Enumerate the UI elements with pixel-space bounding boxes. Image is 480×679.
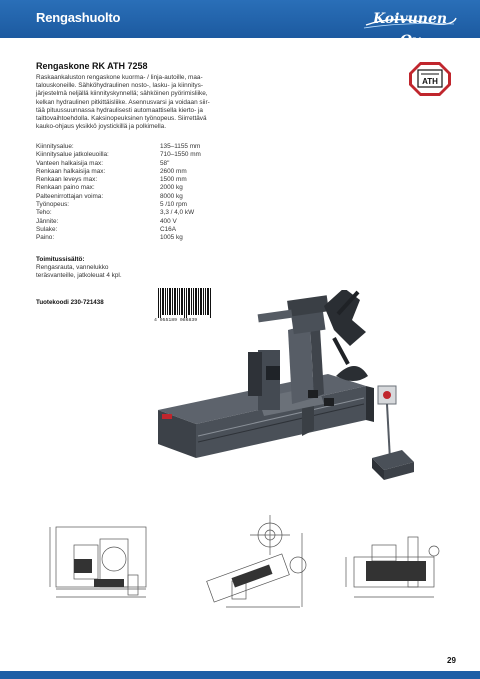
delivery-title: Toimitussisältö:: [36, 256, 85, 263]
spec-value: 710–1550 mm: [160, 151, 201, 159]
spec-row: [36, 209, 240, 217]
spec-value: 1005 kg: [160, 234, 183, 242]
description-line: Raskaankaluston rengaskone kuorma- / linja-autoille, maa-: [36, 74, 203, 81]
tyre-changer-machine-image: [138, 290, 444, 498]
spec-label: Jännite:: [36, 217, 59, 225]
spec-label: Työnopeus:: [36, 201, 70, 209]
spec-label: Paino:: [36, 234, 55, 242]
brand-name: Koivunen Oy: [372, 11, 448, 49]
ath-heinl-logo: [408, 61, 452, 97]
spec-value: C16A: [160, 225, 176, 233]
spec-label: Kiinnitysalue jatkoleuoilla:: [36, 151, 109, 159]
spec-label: Renkaan leveys max:: [36, 176, 98, 184]
description-line: järjestelmä neljällä kiinnityskynnellä; sähköinen pyörimisliike,: [36, 90, 208, 98]
logo-letters: ATH: [422, 77, 438, 86]
description-line: taittovaihtoehdolla. Kaksinopeuksinen työnopeus. Siirrettävä: [36, 115, 207, 123]
product-code: Tuotekoodi 230-721438: [36, 299, 104, 306]
footer-bar: [0, 671, 480, 679]
spec-value: 5 /10 rpm: [160, 201, 187, 209]
spec-value: 2000 kg: [160, 184, 183, 192]
spec-value: 2600 mm: [160, 167, 187, 175]
spec-row: [36, 234, 240, 242]
section-title: Rengashuolto: [36, 10, 121, 25]
logo-caption: ATH-Heinl: [421, 92, 439, 97]
spec-row: [36, 201, 240, 209]
spec-label: Sulake:: [36, 225, 58, 233]
spec-label: Vanteen halkaisija max:: [36, 159, 104, 167]
spec-value: 8000 kg: [160, 192, 183, 200]
spec-value: 135–1155 mm: [160, 143, 201, 150]
spec-label: Renkaan paino max:: [36, 184, 95, 192]
koivunen-logo: [362, 8, 458, 49]
description-line: talouskoneille. Sähköhydraulinen nosto-, lasku- ja kiinnitys-: [36, 82, 203, 90]
spec-row: [36, 176, 240, 184]
spec-value: 1500 mm: [160, 176, 187, 184]
spec-label: Teho:: [36, 209, 52, 217]
page-number: 29: [447, 656, 456, 665]
spec-row: [36, 226, 240, 234]
spec-value: 400 V: [160, 217, 177, 225]
spec-row: [36, 143, 240, 151]
spec-value: 58": [160, 159, 170, 167]
product-description: [36, 74, 250, 131]
spec-row: [36, 218, 240, 226]
page-header: [0, 0, 480, 49]
description-line: kauko-ohjaus yksikkö joystickillä ja polkimella.: [36, 123, 166, 131]
spec-table: [36, 143, 240, 243]
description-line: tää pituussuunnassa hydraulisesti automaattisella kierto- ja: [36, 106, 203, 114]
spec-row: [36, 184, 240, 192]
description-line: kelkan hydraulinen pitkittäisliike. Asennusvarsi ja voidaan siir-: [36, 98, 210, 106]
spec-value: 3,3 / 4,0 kW: [160, 209, 195, 217]
spec-row: [36, 168, 240, 176]
spec-label: Renkaan halkaisija max:: [36, 167, 106, 175]
technical-drawings: [36, 515, 456, 621]
delivery-line: Rengasrauta, vannelukko: [36, 264, 109, 272]
product-title: Rengaskone RK ATH 7258: [36, 61, 148, 71]
barcode-number: 4 055189 086839: [154, 318, 198, 323]
delivery-contents: [36, 256, 122, 281]
spec-row: [36, 193, 240, 201]
spec-row: [36, 151, 240, 159]
spec-label: Kiinnitysalue:: [36, 143, 74, 150]
delivery-line: teräsvanteille, jatkoleuat 4 kpl.: [36, 272, 122, 280]
spec-row: [36, 160, 240, 168]
spec-label: Palteenirrottajan voima:: [36, 192, 104, 200]
